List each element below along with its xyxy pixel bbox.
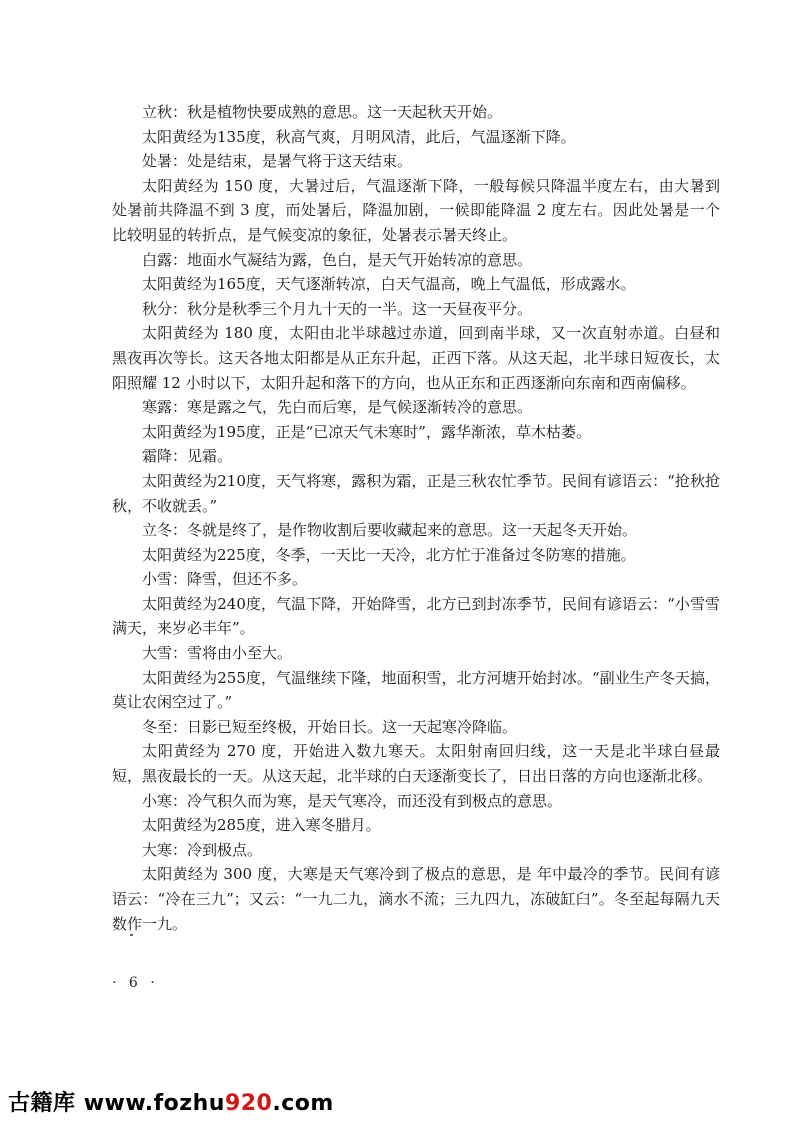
watermark xyxy=(8,1086,334,1117)
paragraph: 大寒：冷到极点。 xyxy=(142,840,263,859)
watermark-url-prefix: www.fozhu xyxy=(83,1091,225,1116)
paragraph: 太阳黄经为165度，天气逐渐转凉，白天气温高，晚上气温低，形成露水。 xyxy=(142,275,636,294)
paragraph: 太阳黄经为135度，秋高气爽，月明风清，此后，气温逐渐下降。 xyxy=(142,127,576,146)
paragraph: 处暑：处是结束，是暑气将于这天结束。 xyxy=(142,152,413,171)
paragraph: 太阳黄经为195度，正是“已凉天气未寒时”，露华渐浓，草木枯萎。 xyxy=(142,422,591,441)
paragraph: 太阳黄经为225度，冬季，一天比一天冷，北方忙于准备过冬防寒的措施。 xyxy=(142,545,636,564)
paragraph: 霜降：见霜。 xyxy=(142,447,233,466)
paragraph: 秋分：秋分是秋季三个月九十天的一半。这一天昼夜平分。 xyxy=(142,299,533,318)
paragraph: 太阳黄经为 180 度，太阳由北半球越过赤道，回到南半球，又一次直射赤道。白昼和黑夜再次等长。这天各地太阳都是从正东升起，正西下落。从这天起，北半球日短夜长，太阳照耀 12 小时以下，太阳升起和落下的方向，也从正东和正西逐渐向东南和西南偏移。 xyxy=(112,324,720,392)
paragraph: 太阳黄经为240度，气温下降，开始降雪，北方已到封冻季节，民间有谚语云：“小雪雪满天，来岁必丰年”。 xyxy=(112,594,720,638)
watermark-url-suffix: .com xyxy=(272,1091,334,1116)
paragraph: 白露：地面水气凝结为露，色白，是天气开始转凉的意思。 xyxy=(142,250,533,269)
paragraph: 太阳黄经为210度，天气将寒，露积为霜，正是三秋农忙季节。民间有谚语云：“抢秋抢秋，不收就丢。” xyxy=(112,471,720,515)
paragraph: 寒露：寒是露之气，先白而后寒，是气候逐渐转冷的意思。 xyxy=(142,398,533,417)
body-text xyxy=(112,100,720,936)
watermark-url-number: 920 xyxy=(224,1091,273,1116)
paragraph: 太阳黄经为285度，进入寒冬腊月。 xyxy=(142,816,381,835)
paragraph: 小雪：降雪，但还不多。 xyxy=(142,570,308,589)
paragraph: 立秋：秋是植物快要成熟的意思。这一天起秋天开始。 xyxy=(142,103,503,121)
paragraph: 太阳黄经为 150 度，大暑过后，气温逐渐下降，一般每候只降温半度左右，由大暑到处暑前共降温不到 3 度，而处暑后，降温加剧，一候即能降温 2 度左右。因此处暑是一个比较明显的转折点，是气候变凉的象征，处暑表示暑天终止。 xyxy=(112,176,720,244)
paragraph: 立冬：冬就是终了，是作物收割后要收藏起来的意思。这一天起冬天开始。 xyxy=(142,521,638,540)
scan-speck xyxy=(130,934,133,936)
watermark-site-name: 古籍库 xyxy=(8,1091,76,1116)
paragraph: 冬至：日影已短至终极，开始日长。这一天起寒冷降临。 xyxy=(142,717,518,736)
paragraph: 太阳黄经为255度，气温继续下隆，地面积雪，北方河塘开始封冰。“副业生产冬天搞，莫让农闲空过了。” xyxy=(112,668,720,712)
paragraph: 小寒：冷气积久而为寒，是天气寒冷，而还没有到极点的意思。 xyxy=(142,791,563,810)
paragraph: 太阳黄经为 270 度，开始进入数九寒天。太阳射南回归线，这一天是北半球白昼最短，黑夜最长的一天。从这天起，北半球的白天逐渐变长了，日出日落的方向也逐渐北移。 xyxy=(112,742,720,786)
paragraph: 大雪：雪将由小至大。 xyxy=(142,644,293,663)
paragraph: 太阳黄经为 300 度，大寒是天气寒冷到了极点的意思，是 年中最冷的季节。民间有谚语云：“冷在三九”；又云：“一九二九，滴水不流；三九四九，冻破缸臼”。冬至起每隔九天数作一九。 xyxy=(112,865,720,933)
page-number: · 6 · xyxy=(112,975,159,991)
